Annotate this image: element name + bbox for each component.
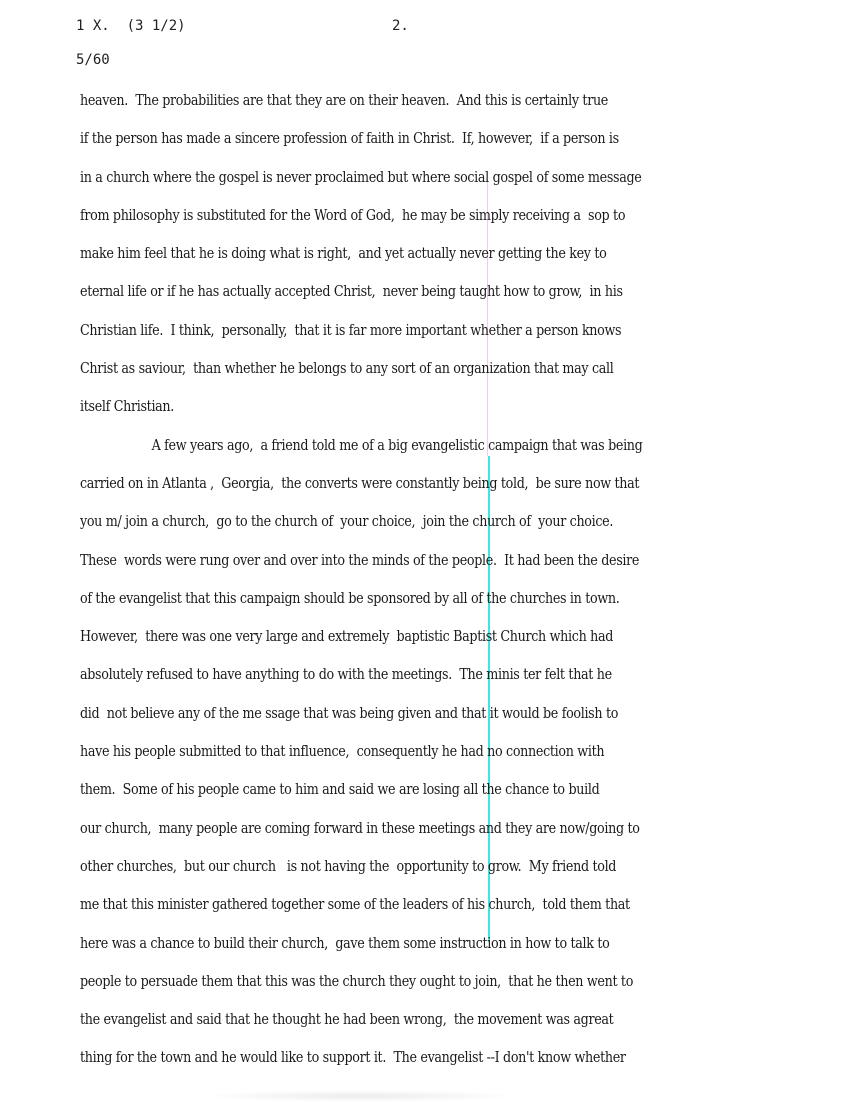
text-line: people to persuade them that this was the church they ought to join, that he then went to (80, 971, 634, 990)
text-line: carried on in Atlanta , Georgia, the converts were constantly being told, be sure now that (80, 473, 640, 492)
text-line: absolutely refused to have anything to do with the meetings. The minis ter felt that he (80, 665, 612, 684)
text-line: heaven. The probabilities are that they are on their heaven. And this is certainly true (80, 91, 609, 109)
page-number: 2. (392, 18, 409, 34)
text-line: did not believe any of the me ssage that was being given and that it would be foolish to (80, 703, 619, 722)
text-line: itself Christian. (80, 397, 175, 416)
paragraph-start-line: A few years ago, a friend told me of a big evangelistic campaign that was being (151, 435, 643, 454)
text-line: have his people submitted to that influence, consequently he had no connection with (80, 742, 605, 761)
text-line: Christ as saviour, than whether he belongs to any sort of an organization that may call (80, 359, 614, 378)
text-line: thing for the town and he would like to support it. The evangelist --I don't know whether (80, 1048, 626, 1067)
text-line: the evangelist and said that he thought he had been wrong, the movement was agreat (80, 1010, 614, 1029)
text-line: of the evangelist that this campaign should be sponsored by all of the churches in town. (80, 588, 620, 607)
text-line: me that this minister gathered together some of the leaders of his church, told them that (80, 895, 630, 914)
text-line: in a church where the gospel is never proclaimed but where social gospel of some message (80, 167, 642, 186)
text-line: our church, many people are coming forward in these meetings and they are now/going to (80, 818, 640, 837)
text-line: make him feel that he is doing what is right, and yet actually never getting the key to (80, 244, 607, 263)
text-line: if the person has made a sincere profession of faith in Christ. If, however, if a person is (80, 129, 619, 148)
text-line: here was a chance to build their church, gave them some instruction in how to talk to (80, 933, 610, 952)
text-line: you m/ join a church, go to the church of your choice, join the church of your choice. (80, 512, 614, 531)
document-reference: 1 X. (3 1/2) (76, 18, 186, 34)
paper-smudge (200, 1090, 520, 1102)
text-line: eternal life or if he has actually accepted Christ, never being taught how to grow, in his (80, 282, 623, 301)
text-line: them. Some of his people came to him and said we are losing all the chance to build (80, 780, 600, 799)
text-line: from philosophy is substituted for the Word of God, he may be simply receiving a sop to (80, 205, 626, 224)
document-date: 5/60 (76, 52, 110, 68)
text-line: These words were rung over and over into the minds of the people. It had been the desire (80, 550, 640, 569)
text-line: However, there was one very large and extremely baptistic Baptist Church which had (80, 627, 614, 646)
text-line: Christian life. I think, personally, that it is far more important whether a person knows (80, 320, 622, 339)
body-text (80, 88, 840, 1084)
text-line: other churches, but our church is not having the opportunity to grow. My friend told (80, 856, 617, 875)
